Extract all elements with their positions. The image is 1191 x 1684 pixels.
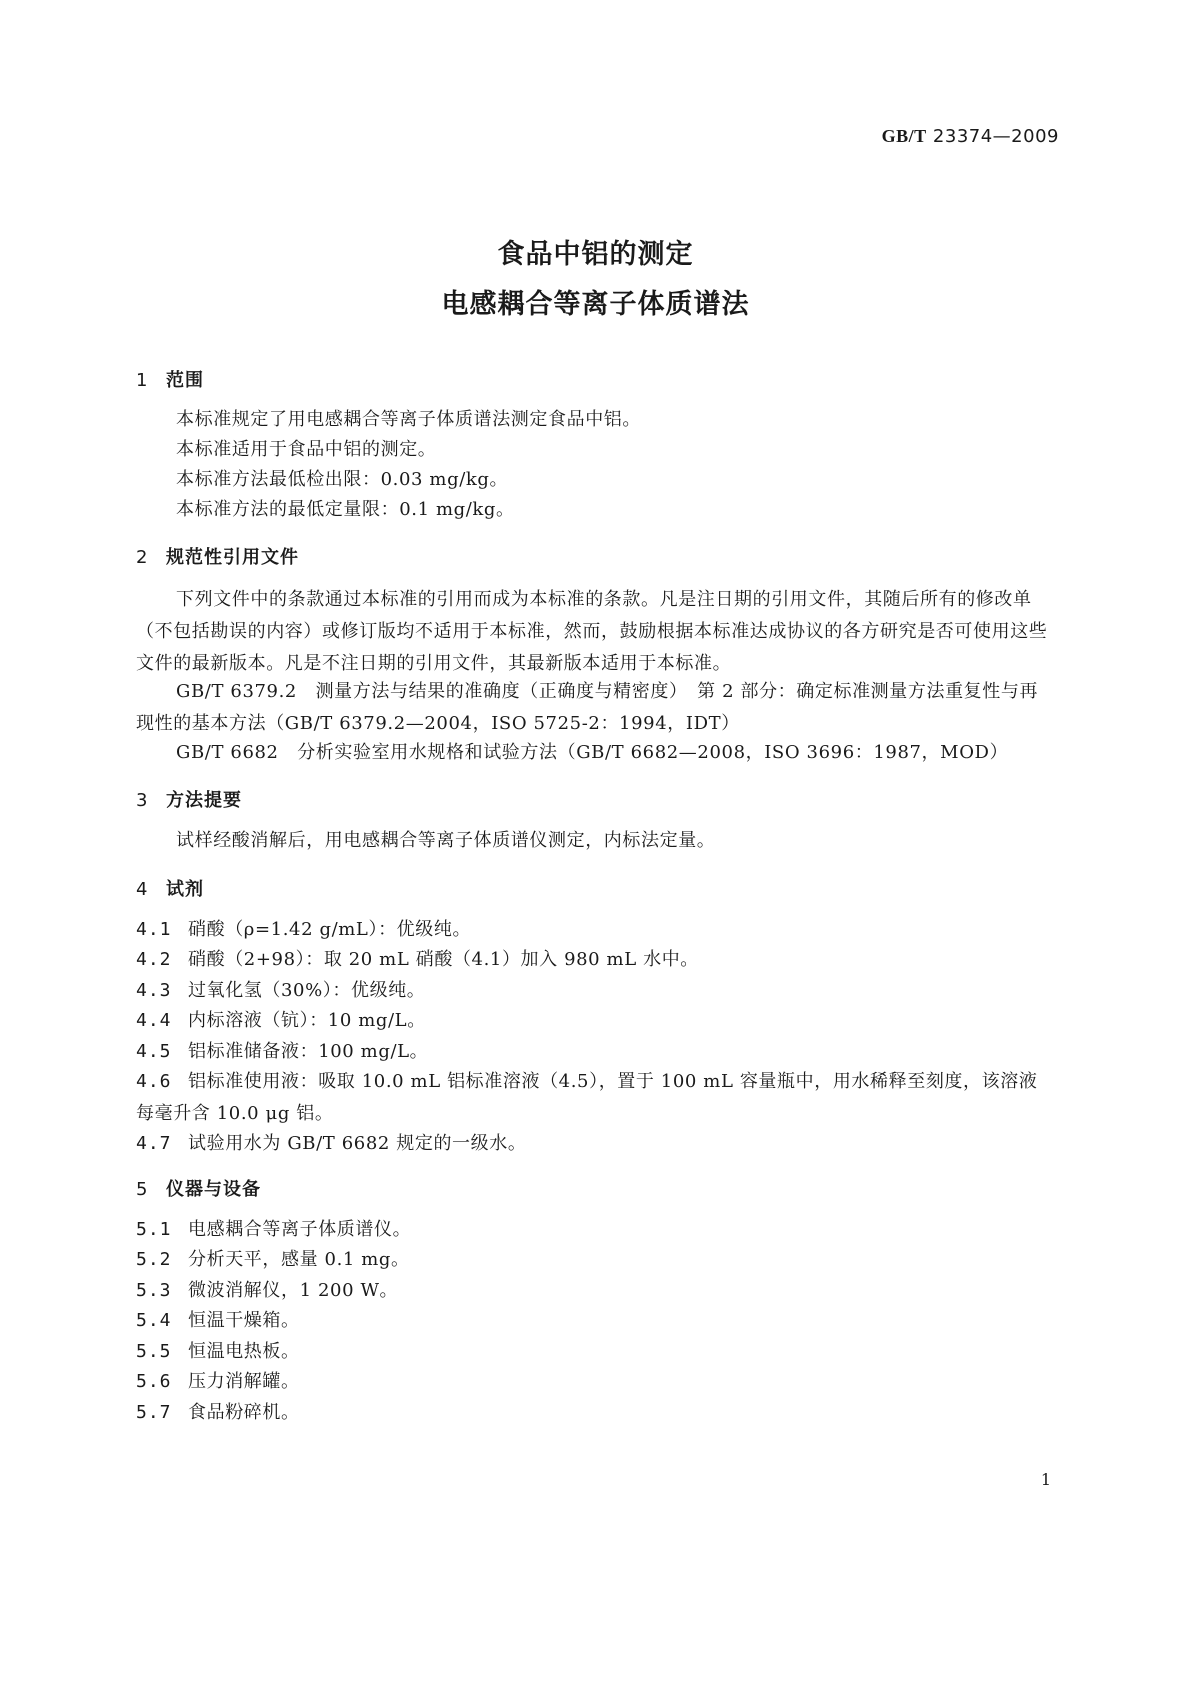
item-number: 4.1 [136,919,172,940]
section-title: 仪器与设备 [166,1179,261,1200]
list-item [136,1275,1056,1307]
section-title: 方法提要 [166,790,242,811]
document-title-line1: 食品中铝的测定 [497,239,694,270]
paragraph-intro: 下列文件中的条款通过本标准的引用而成为本标准的条款。凡是注日期的引用文件，其随后所有的修改单（不包括勘误的内容）或修订版均不适用于本标准，然而，鼓励根据本标准达成协议的各方研究是否可使用这些文件的最新版本。凡是不注日期的引用文件，其最新版本适用于本标准。 [136,589,1048,674]
paragraph: 试样经酸消解后，用电感耦合等离子体质谱仪测定，内标法定量。 [176,830,716,851]
section-title: 试剂 [166,879,204,900]
list-item [136,1397,1056,1429]
section-title: 规范性引用文件 [166,547,299,568]
item-number: 4.6 [136,1071,172,1092]
item-number: 5.4 [136,1310,172,1331]
list-item [136,1214,1056,1246]
section-title: 范围 [166,370,204,391]
item-text: 过氧化氢（30%）：优级纯。 [188,980,426,1001]
section-2-heading [136,543,299,569]
item-text: 内标溶液（钪）：10 mg/L。 [188,1010,426,1031]
list-item [136,1244,1056,1276]
section-5-heading [136,1175,261,1201]
item-text: 试验用水为 GB/T 6682 规定的一级水。 [188,1133,527,1154]
item-number: 4.3 [136,980,172,1001]
item-text: 分析天平，感量 0.1 mg。 [188,1249,410,1270]
list-item [136,1128,1056,1160]
section-number: 3 [136,790,149,811]
item-number: 5.2 [136,1249,172,1270]
standard-code-number: 23374—2009 [932,126,1059,147]
item-number: 4.2 [136,949,172,970]
section-number: 5 [136,1179,149,1200]
list-item [136,944,1056,976]
paragraph: 本标准适用于食品中铝的测定。 [176,439,437,460]
section-3-heading [136,786,242,812]
paragraph: 本标准方法最低检出限：0.03 mg/kg。 [176,469,509,490]
section-number: 4 [136,879,149,900]
item-text: 铝标准储备液：100 mg/L。 [188,1041,429,1062]
list-item [136,1036,1056,1068]
standard-code [882,126,1059,147]
item-number: 4.7 [136,1133,172,1154]
item-text: 硝酸（2+98）：取 20 mL 硝酸（4.1）加入 980 mL 水中。 [188,949,699,970]
standard-code-prefix: GB/T [881,126,927,146]
item-text: 硝酸（ρ=1.42 g/mL）：优级纯。 [188,919,472,940]
item-text: 恒温电热板。 [188,1341,300,1362]
item-number: 5.5 [136,1341,172,1362]
item-text: 压力消解罐。 [188,1371,300,1392]
reference-item: GB/T 6682 分析实验室用水规格和试验方法（GB/T 6682—2008，ISO 3696：1987，MOD） [176,742,1009,763]
page-number: 1 [1040,1470,1051,1489]
section-4-heading [136,875,204,901]
item-text: 电感耦合等离子体质谱仪。 [188,1219,412,1240]
paragraph: 本标准方法的最低定量限：0.1 mg/kg。 [176,499,515,520]
item-text: 微波消解仪，1 200 W。 [188,1280,399,1301]
section-number: 1 [136,370,149,391]
list-item [136,1366,1056,1398]
section-number: 2 [136,547,149,568]
item-number: 5.6 [136,1371,172,1392]
paragraph: 本标准规定了用电感耦合等离子体质谱法测定食品中铝。 [176,409,641,430]
item-text: 恒温干燥箱。 [188,1310,300,1331]
list-item [136,975,1056,1007]
section-1-heading [136,366,204,392]
item-number: 4.5 [136,1041,172,1062]
reference-item: GB/T 6379.2 测量方法与结果的准确度（正确度与精密度） 第 2 部分：确定标准测量方法重复性与再现性的基本方法（GB/T 6379.2—2004，ISO 5725-2：1994，IDT） [136,681,1039,734]
item-number: 4.4 [136,1010,172,1031]
item-number: 5.3 [136,1280,172,1301]
list-item [136,1066,1056,1130]
document-title-line2: 电感耦合等离子体质谱法 [441,289,750,320]
list-item [136,914,1056,946]
list-item [136,1305,1056,1337]
list-item [136,1336,1056,1368]
item-number: 5.7 [136,1402,172,1423]
item-text: 食品粉碎机。 [188,1402,300,1423]
list-item [136,1005,1056,1037]
item-number: 5.1 [136,1219,172,1240]
item-text: 铝标准使用液：吸取 10.0 mL 铝标准溶液（4.5），置于 100 mL 容量瓶中，用水稀释至刻度，该溶液每毫升含 10.0 μg 铝。 [136,1071,1038,1124]
